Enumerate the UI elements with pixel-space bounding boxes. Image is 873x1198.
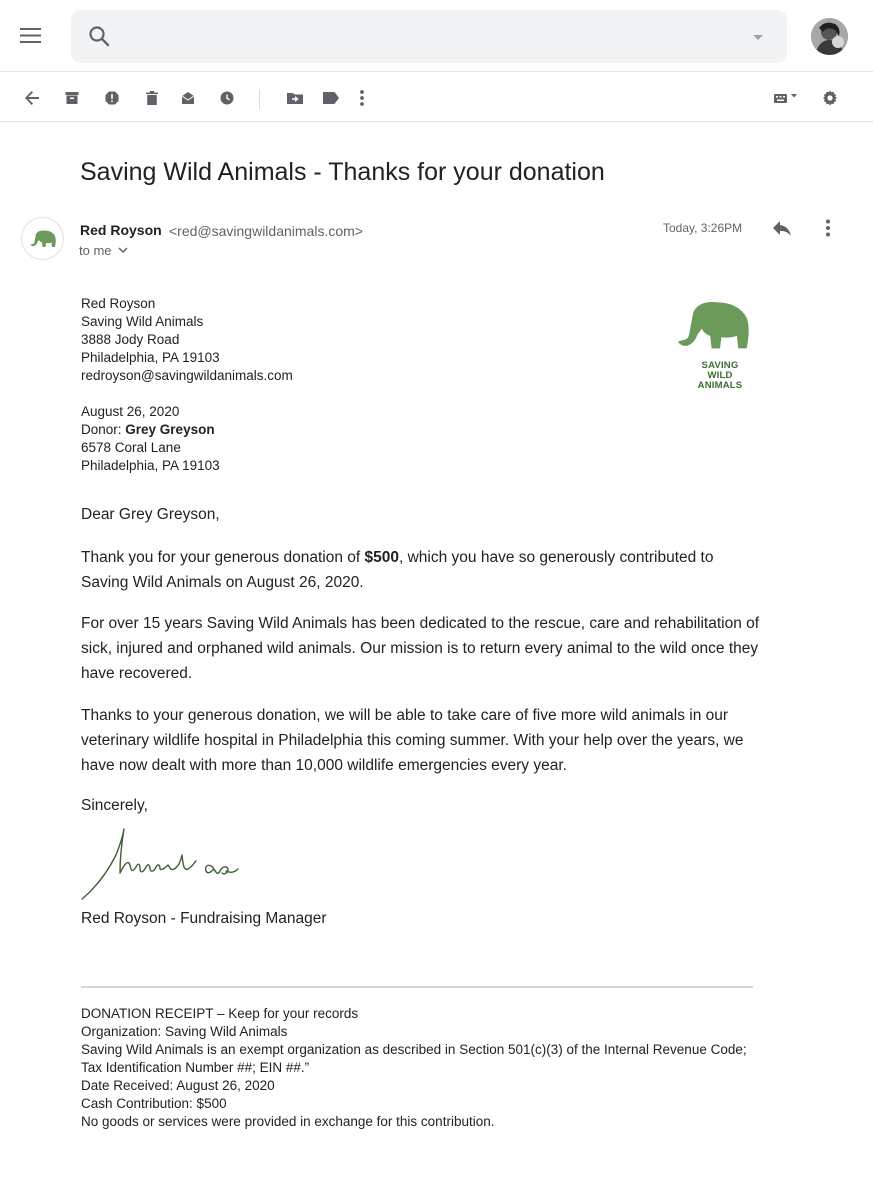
main-menu-button[interactable]: [17, 24, 45, 48]
report-spam-button[interactable]: [102, 88, 122, 108]
move-to-button[interactable]: [285, 88, 305, 108]
mark-unread-icon: [181, 91, 195, 105]
receipt-line: Organization: Saving Wild Animals: [81, 1024, 288, 1039]
impact-paragraph: Thanks to your generous donation, we will be able to take care of five more wild animals in our veterinary wildlife hospital in Philadelphia this coming summer. With your help over the years, we have now dealt with more than 10,000 wildlife emergencies every year.: [81, 707, 744, 774]
sender-name[interactable]: Red Royson: [80, 222, 162, 238]
receipt-line: Cash Contribution: $500: [81, 1096, 227, 1111]
donor-line: [81, 421, 761, 439]
report-spam-icon: [105, 91, 119, 105]
back-arrow-icon: [24, 90, 40, 106]
label-icon: [323, 92, 339, 104]
address-line: Red Royson: [81, 296, 156, 311]
reply-button[interactable]: [770, 216, 794, 240]
caret-down-icon[interactable]: [751, 30, 765, 44]
handwritten-signature: [80, 825, 242, 905]
gear-icon: [822, 90, 838, 106]
snooze-button[interactable]: [217, 88, 237, 108]
archive-button[interactable]: [62, 88, 82, 108]
sender-avatar[interactable]: [21, 217, 64, 260]
sender-address: [81, 295, 761, 385]
section-divider: [81, 986, 753, 988]
mark-unread-button[interactable]: [178, 88, 198, 108]
chevron-down-icon: [118, 247, 128, 254]
donor-name: Grey Greyson: [125, 422, 215, 437]
hamburger-icon: [20, 28, 42, 44]
address-line: Saving Wild Animals: [81, 314, 204, 329]
recipient-details-toggle[interactable]: [79, 243, 128, 258]
search-bar: [71, 10, 787, 63]
donation-receipt: [81, 1005, 761, 1131]
reply-icon: [770, 216, 794, 240]
address-line: Philadelphia, PA 19103: [81, 458, 220, 473]
top-bar: [0, 0, 873, 72]
address-line: redroyson@savingwildanimals.com: [81, 368, 293, 383]
address-line: 6578 Coral Lane: [81, 440, 181, 455]
logo-text: [670, 361, 770, 391]
message-toolbar: [0, 73, 873, 122]
search-input[interactable]: [127, 20, 727, 53]
move-to-icon: [287, 91, 303, 105]
donor-label: Donor:: [81, 422, 126, 437]
settings-button[interactable]: [820, 88, 840, 108]
receipt-line: Date Received: August 26, 2020: [81, 1078, 275, 1093]
letter-greeting: Dear Grey Greyson,: [81, 506, 220, 523]
letter-closing: Sincerely,: [81, 797, 148, 814]
mission-paragraph: For over 15 years Saving Wild Animals has been dedicated to the rescue, care and rehabilitation of sick, injured and orphaned wild animals. Our mission is to return every animal to the wild once they have recovered.: [81, 615, 760, 682]
archive-icon: [65, 91, 79, 105]
letter-date: August 26, 2020: [81, 404, 180, 419]
elephant-logo-icon: [670, 298, 756, 354]
email-timestamp: Today, 3:26PM: [663, 221, 743, 235]
donor-address: [81, 403, 761, 475]
address-line: Philadelphia, PA 19103: [81, 350, 220, 365]
input-tools-button[interactable]: [773, 88, 799, 108]
receipt-line: Saving Wild Animals is an exempt organization as described in Section 501(c)(3) of the Internal Revenue Code; Tax Identification Number ##; EIN ##.”: [81, 1042, 747, 1075]
account-avatar[interactable]: [811, 18, 848, 55]
more-vert-icon: [360, 90, 364, 106]
letter-header: [81, 295, 761, 475]
receipt-line: DONATION RECEIPT – Keep for your records: [81, 1006, 359, 1021]
thank-you-paragraph: [81, 545, 761, 595]
receipt-line: No goods or services were provided in exchange for this contribution.: [81, 1114, 495, 1129]
sender-email: <red@savingwildanimals.com>: [169, 223, 363, 239]
label-button[interactable]: [321, 88, 341, 108]
to-label: to me: [79, 243, 112, 258]
delete-button[interactable]: [142, 88, 162, 108]
address-line: 3888 Jody Road: [81, 332, 180, 347]
email-subject: Saving Wild Animals - Thanks for your donation: [80, 158, 605, 186]
message-more-button[interactable]: [818, 216, 838, 240]
organization-logo: [670, 298, 756, 393]
more-vert-icon: [826, 219, 830, 237]
toolbar-divider: [259, 89, 260, 109]
donation-amount: $500: [364, 549, 399, 566]
paragraph-text: , which you have so generously contributed to Saving Wild Animals on August 26, 2020.: [81, 549, 714, 591]
back-button[interactable]: [22, 88, 42, 108]
logo-text-line: SAVING: [701, 360, 739, 371]
logo-text-line: WILD: [707, 370, 733, 381]
keyboard-icon: [773, 92, 799, 104]
elephant-icon: [29, 229, 57, 249]
more-actions-button[interactable]: [352, 88, 372, 108]
logo-text-line: ANIMALS: [697, 380, 743, 391]
paragraph-text: Thank you for your generous donation of: [81, 549, 365, 566]
clock-icon: [220, 91, 234, 105]
search-icon[interactable]: [87, 24, 111, 48]
signer-name: Red Royson - Fundraising Manager: [81, 910, 327, 927]
trash-icon: [146, 91, 158, 105]
